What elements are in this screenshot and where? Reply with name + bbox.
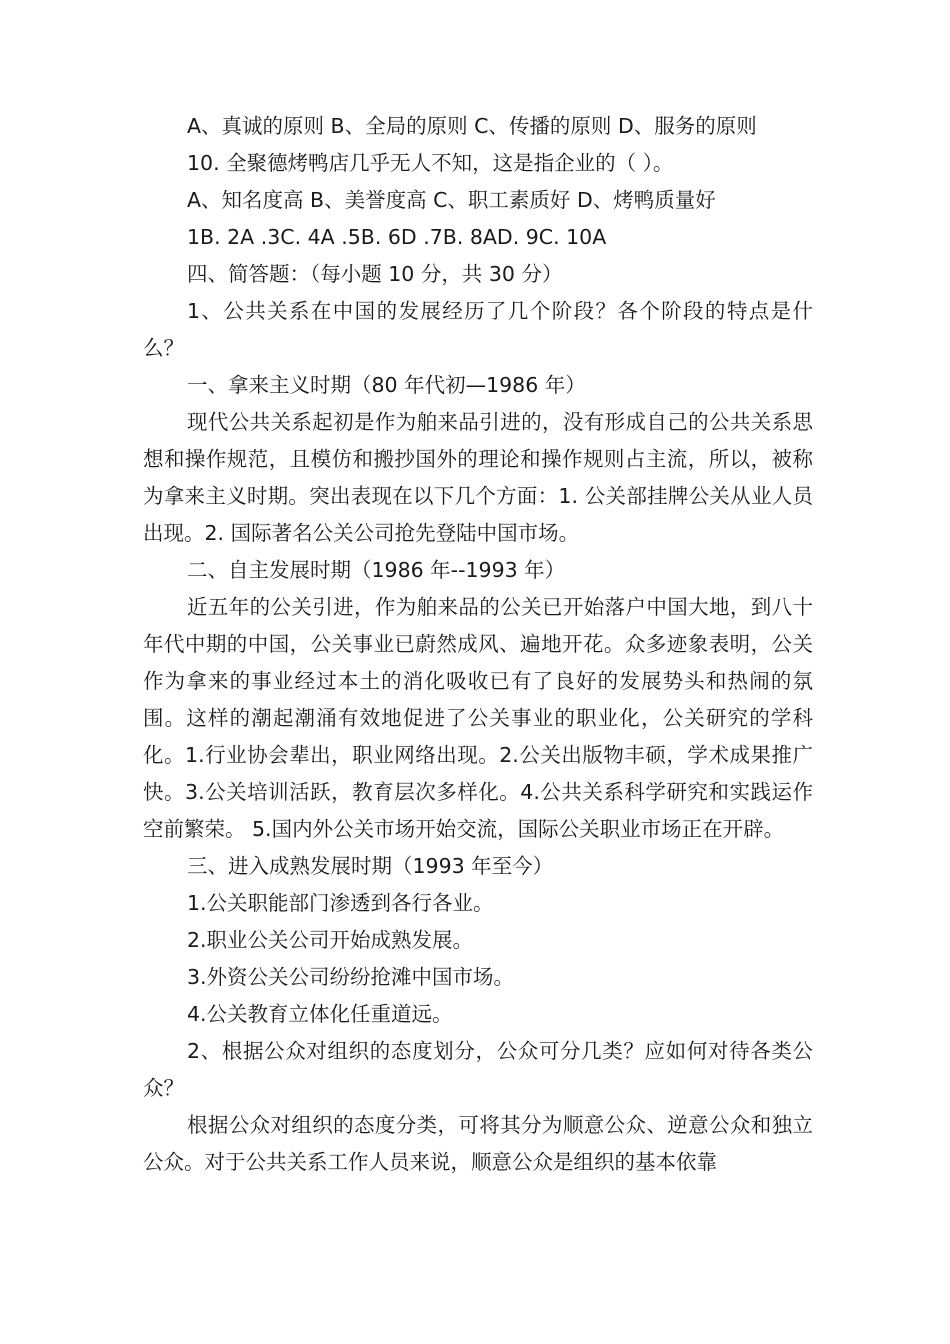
section-heading-short-answer: 四、简答题：（每小题 10 分，共 30 分） [187,262,563,286]
question-10-options: A、知名度高 B、美誉度高 C、职工素质好 D、烤鸭质量好 [187,188,716,212]
stage-3-item-3: 3.外资公关公司纷纷抢滩中国市场。 [187,965,515,989]
stage-3-item-2: 2.职业公关公司开始成熟发展。 [187,928,474,952]
stage-2-heading: 二、自主发展时期（1986 年--1993 年） [187,558,566,582]
question-10: 10. 全聚德烤鸭店几乎无人不知，这是指企业的（ ）。 [187,151,674,175]
document-body [143,108,813,1181]
stage-2-paragraph: 近五年的公关引进，作为舶来品的公关已开始落户中国大地，到八十年代中期的中国，公关事业已蔚然成风、遍地开花。众多迹象表明，公关作为拿来的事业经过本土的消化吸收已有了良好的发展势头和热闹的氛围。这样的潮起潮涌有效地促进了公关事业的职业化，公关研究的学科化。1.行业协会辈出，职业网络出现。2.公关出版物丰硕，学术成果推广快。3.公关培训活跃，教育层次多样化。4.公共关系科学研究和实践运作空前繁荣。 5.国内外公关市场开始交流，国际公关职业市场正在开辟。 [143,595,813,841]
short-answer-question-1: 1、公共关系在中国的发展经历了几个阶段？各个阶段的特点是什么？ [143,299,813,360]
question-2-answer-paragraph: 根据公众对组织的态度分类，可将其分为顺意公众、逆意公众和独立公众。对于公共关系工作人员来说，顺意公众是组织的基本依靠 [143,1113,813,1174]
stage-3-heading: 三、进入成熟发展时期（1993 年至今） [187,854,554,878]
short-answer-question-2: 2、根据公众对组织的态度划分，公众可分几类？应如何对待各类公众？ [143,1039,813,1100]
stage-3-item-1: 1.公关职能部门渗透到各行各业。 [187,891,494,915]
stage-3-item-4: 4.公关教育立体化任重道远。 [187,1002,453,1026]
question-9-options: A、真诚的原则 B、全局的原则 C、传播的原则 D、服务的原则 [187,114,757,138]
stage-1-heading: 一、拿来主义时期（80 年代初—1986 年） [187,373,586,397]
stage-1-paragraph: 现代公共关系起初是作为舶来品引进的，没有形成自己的公共关系思想和操作规范，且模仿和搬抄国外的理论和操作规则占主流，所以，被称为拿来主义时期。突出表现在以下几个方面：1. 公关部挂牌公关从业人员出现。2. 国际著名公关公司抢先登陆中国市场。 [143,410,813,545]
answer-key: 1B. 2A .3C. 4A .5B. 6D .7B. 8AD. 9C. 10A [187,225,607,249]
